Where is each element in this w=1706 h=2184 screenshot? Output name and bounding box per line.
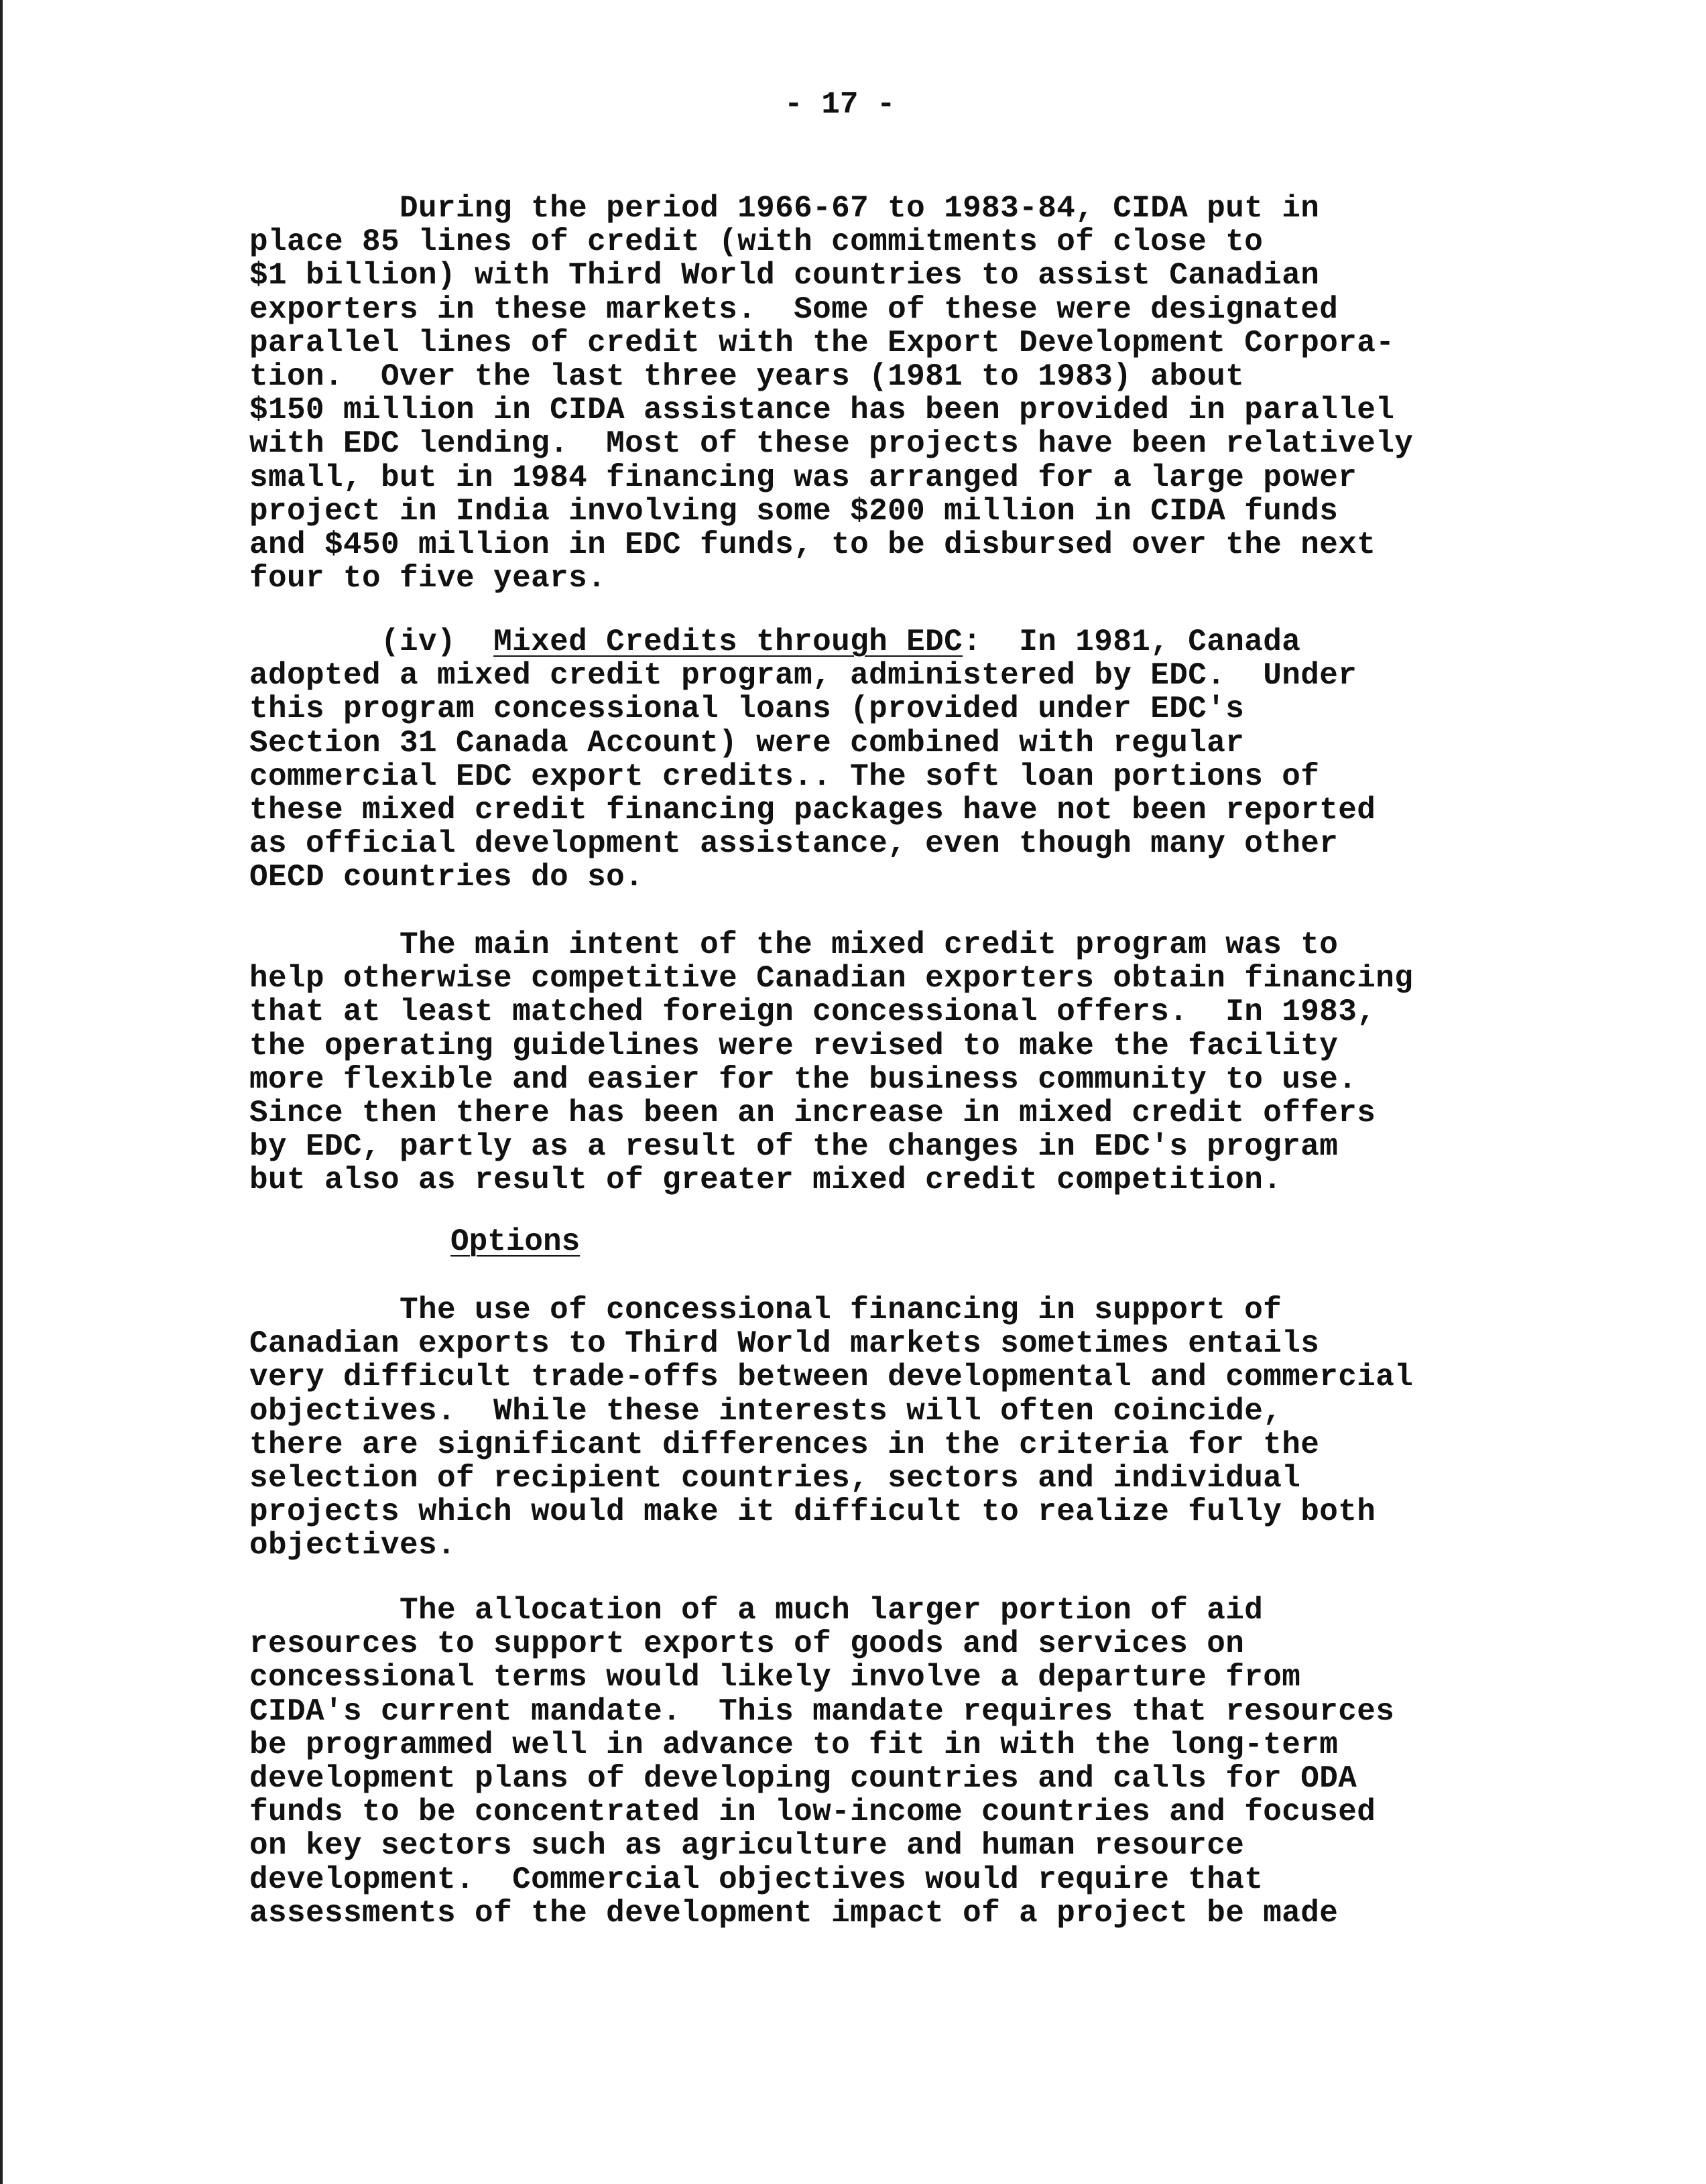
paragraph-mixed-credits-prefix: (iv): [249, 625, 494, 659]
paragraph-mixed-credit-intent: The main intent of the mixed credit program was to help otherwise competitive Canadian exporters obtain financing that at least matched foreign concessional offers. In 1983, the operating guidelines were revised to make the facility more flexible and easier for the business community to use. Since then there has been an increase in mixed credit offers by EDC, partly as a result of the changes in EDC's program but also as result of greater mixed credit competition.: [249, 927, 1414, 1198]
paragraph-concessional-financing: The use of concessional financing in support of Canadian exports to Third World markets sometimes entails very difficult trade-offs between developmental and commercial objectives. While these interests will often coincide, there are significant differences in the criteria for the selection of recipient countries, sectors and individual projects which would make it difficult to realize fully both objectives.: [249, 1293, 1414, 1563]
mixed-credits-heading: Mixed Credits through EDC: [493, 625, 963, 659]
options-heading: Options: [450, 1224, 581, 1259]
paragraph-cida-lines-of-credit: During the period 1966-67 to 1983-84, CIDA put in place 85 lines of credit (with commitments of close to $1 billion) with Third World countries to assist Canadian exporters in these markets. Some of these were designated parallel lines of credit with the Export Development Corpora- tion. Over the last three years (1981 to 1983) about $150 million in CIDA assistance has been provided in parallel with EDC lending. Most of these projects have been relatively small, but in 1984 financing was arranged for a large power project in India involving some $200 million in CIDA funds and $450 million in EDC funds, to be disbursed over the next four to five years.: [249, 191, 1414, 596]
paragraph-mixed-credits: [249, 625, 1376, 895]
paragraph-aid-allocation: The allocation of a much larger portion of aid resources to support exports of goods and services on concessional terms would likely involve a departure from CIDA's current mandate. This mandate requires that resources be programmed well in advance to fit in with the long-term development plans of developing countries and calls for ODA funds to be concentrated in low-income countries and focused on key sectors such as agriculture and human resource development. Commercial objectives would require that assessments of the development impact of a project be made: [249, 1593, 1395, 1931]
paragraph-mixed-credits-body: : In 1981, Canada adopted a mixed credit program, administered by EDC. Under this program concessional loans (provided under EDC's Section 31 Canada Account) were combined with regular commercial EDC export credits.. The soft loan portions of these mixed credit financing packages have not been reported as official development assistance, even though many other OECD countries do so.: [249, 625, 1376, 895]
scan-edge-line: [0, 0, 3, 2184]
page-number: - 17 -: [784, 87, 896, 122]
